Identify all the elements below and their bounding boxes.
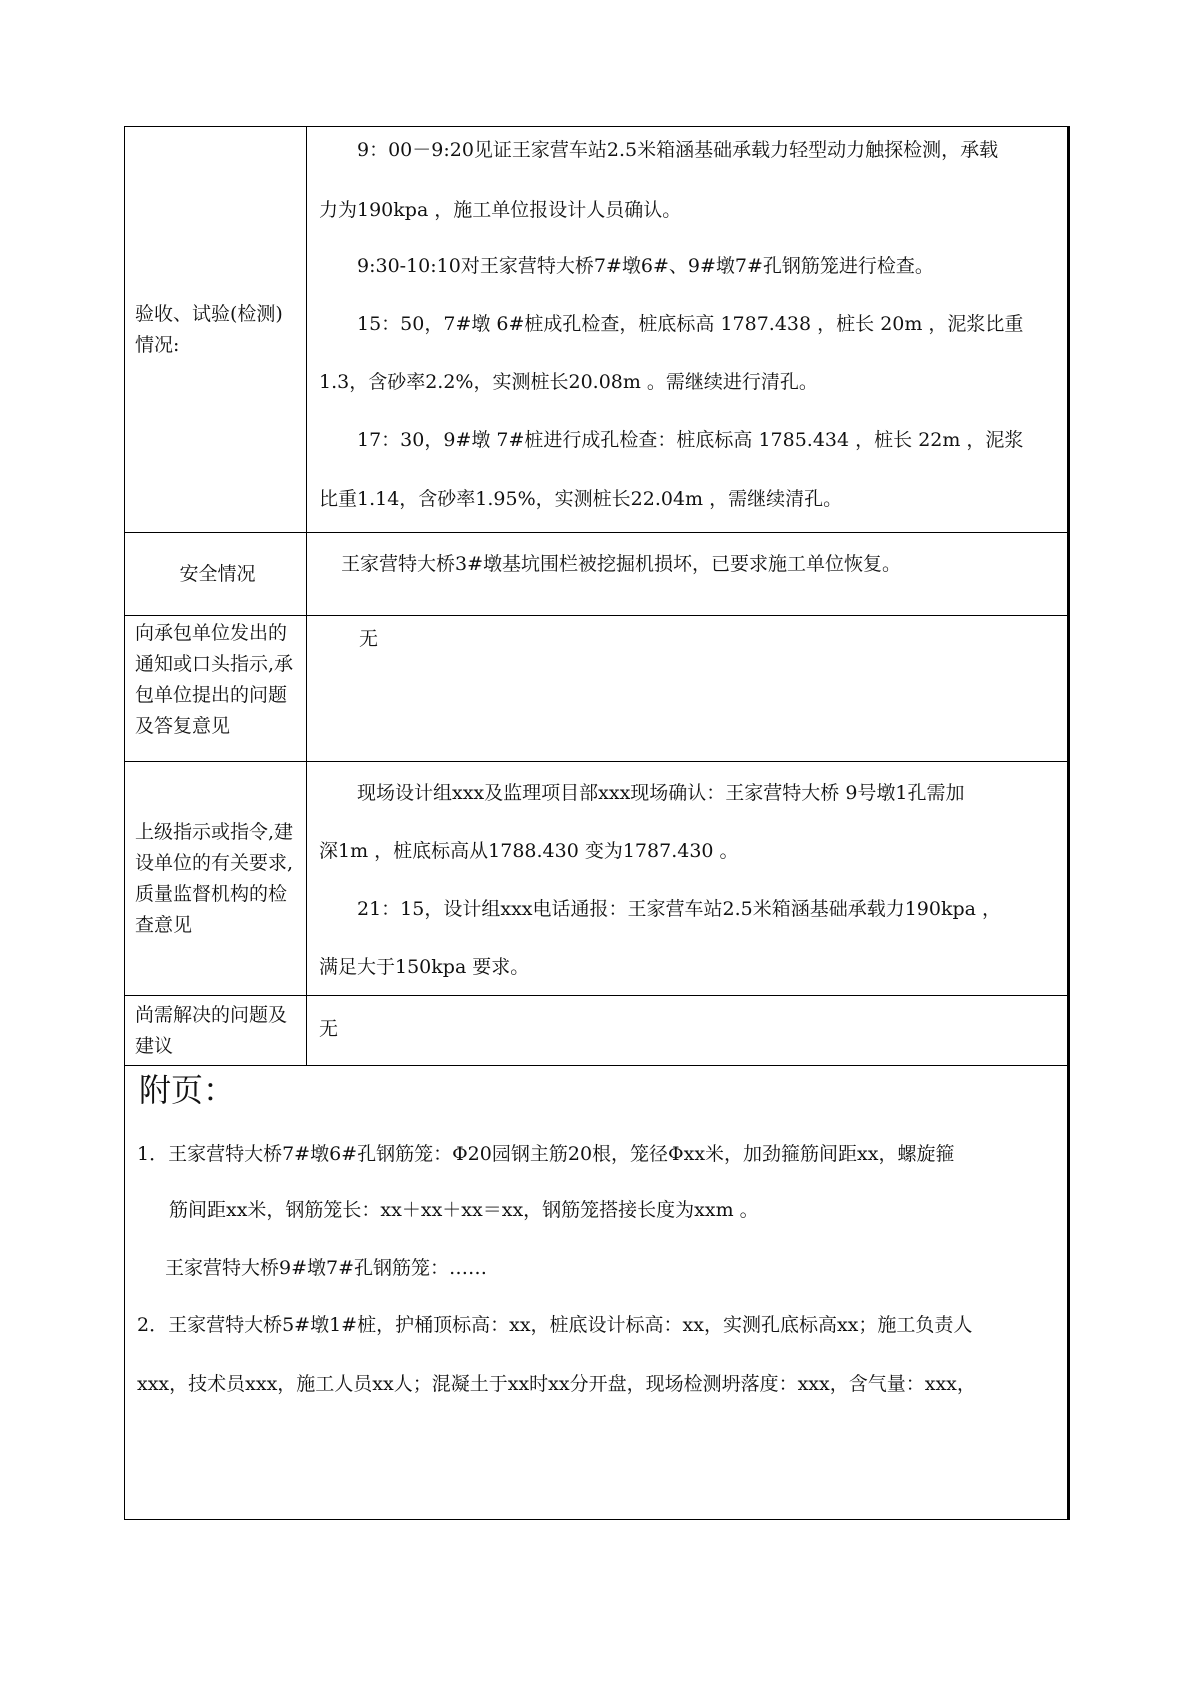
attachment-title: 附页： [139, 1071, 236, 1109]
label-notices: 向承包单位发出的通知或口头指示,承包单位提出的问题及答复意见 [125, 616, 307, 761]
label-pending: 尚需解决的问题及建议 [125, 996, 307, 1065]
notices-text: 无 [359, 628, 379, 650]
acceptance-line-3: 9:30-10:10对王家营特大桥7#墩6#、9#墩7#孔钢筋笼进行检查。 [357, 255, 934, 277]
label-acceptance: 验收、试验(检测)情况: [125, 127, 307, 532]
label-superior: 上级指示或指令,建设单位的有关要求,质量监督机构的检查意见 [125, 762, 307, 995]
attachment-line-3: 王家营特大桥9#墩7#孔钢筋笼：…… [165, 1257, 488, 1279]
acceptance-line-2: 力为190kpa ，施工单位报设计人员确认。 [319, 199, 682, 221]
acceptance-line-4: 15：50，7#墩 6#桩成孔检查，桩底标高 1787.438 ，桩长 20m ，泥浆比重 [357, 313, 1024, 335]
attachment-line-2: 筋间距xx米，钢筋笼长：xx＋xx＋xx＝xx，钢筋笼搭接长度为xxm 。 [169, 1199, 759, 1221]
content-acceptance [307, 127, 1067, 532]
acceptance-line-5: 1.3，含砂率2.2%，实测桩长20.08m 。需继续进行清孔。 [319, 371, 818, 393]
acceptance-line-7: 比重1.14，含砂率1.95%，实测桩长22.04m ，需继续清孔。 [319, 488, 843, 510]
content-pending [307, 996, 1067, 1065]
row-notices [125, 616, 1067, 762]
acceptance-line-6: 17：30，9#墩 7#桩进行成孔检查：桩底标高 1785.434 ，桩长 22m ，泥浆 [357, 429, 1024, 451]
superior-line-2: 深1m ，桩底标高从1788.430 变为1787.430 。 [319, 840, 739, 862]
superior-line-4: 满足大于150kpa 要求。 [319, 956, 530, 978]
attachment-line-5: xxx，技术员xxx，施工人员xx人；混凝土于xx时xx分开盘，现场检测坍落度：xxx，含气量：xxx， [137, 1373, 976, 1395]
row-pending [125, 996, 1067, 1066]
supervision-log-table [124, 126, 1070, 1520]
row-safety [125, 533, 1067, 616]
label-safety: 安全情况 [125, 533, 307, 615]
attachment-line-1: 1．王家营特大桥7#墩6#孔钢筋笼：Φ20园钢主筋20根，笼径Φxx米，加劲箍筋间距xx，螺旋箍 [137, 1143, 955, 1165]
superior-line-1: 现场设计组xxx及监理项目部xxx现场确认：王家营特大桥 9号墩1孔需加 [357, 782, 965, 804]
content-safety [307, 533, 1067, 615]
safety-text: 王家营特大桥3#墩基坑围栏被挖掘机损坏，已要求施工单位恢复。 [341, 553, 902, 575]
content-superior [307, 762, 1067, 995]
row-superior [125, 762, 1067, 996]
acceptance-line-1: 9：00－9:20见证王家营车站2.5米箱涵基础承载力轻型动力触探检测，承载 [357, 139, 999, 161]
attachment-line-4: 2．王家营特大桥5#墩1#桩，护桶顶标高：xx，桩底设计标高：xx，实测孔底标高xx；施工负责人 [137, 1314, 973, 1336]
pending-text: 无 [319, 1018, 339, 1040]
superior-line-3: 21：15，设计组xxx电话通报：王家营车站2.5米箱涵基础承载力190kpa ， [357, 898, 1002, 920]
row-acceptance [125, 127, 1067, 533]
content-notices [307, 616, 1067, 761]
